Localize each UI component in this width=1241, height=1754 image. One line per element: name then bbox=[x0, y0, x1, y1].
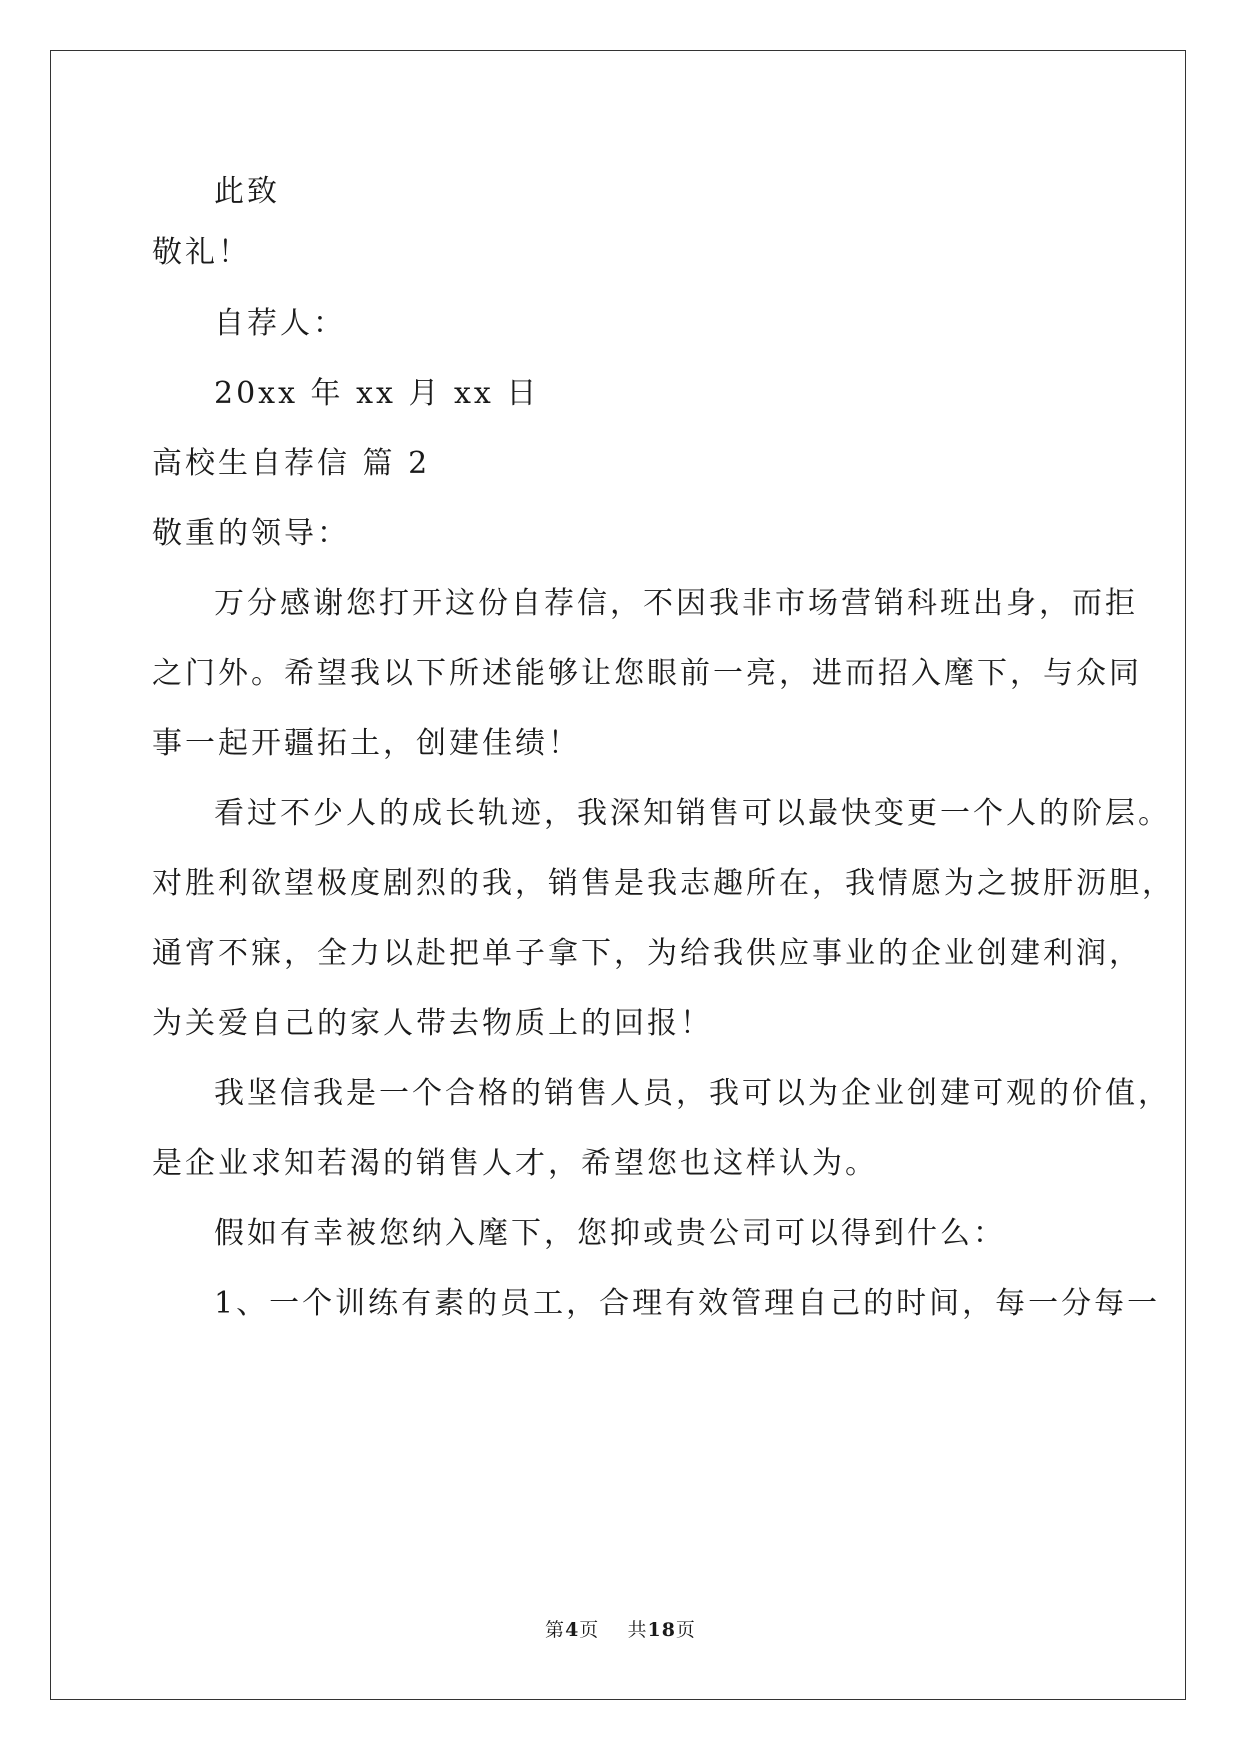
paragraph-line: 对胜利欲望极度剧烈的我，销售是我志趣所在，我情愿为之披肝沥胆， bbox=[152, 866, 1175, 901]
paragraph-line: 是企业求知若渴的销售人才，希望您也这样认为。 bbox=[152, 1146, 878, 1181]
total-pages-number: 18 bbox=[647, 1619, 676, 1641]
paragraph-line: 我坚信我是一个合格的销售人员，我可以为企业创建可观的价值， bbox=[214, 1076, 1171, 1111]
footer-mid: 页 共 bbox=[579, 1619, 648, 1641]
footer-prefix: 第 bbox=[545, 1619, 566, 1641]
paragraph-line: 看过不少人的成长轨迹，我深知销售可以最快变更一个人的阶层。 bbox=[214, 796, 1171, 831]
footer-suffix: 页 bbox=[675, 1619, 696, 1641]
closing-salutation: 此致 bbox=[214, 174, 280, 209]
paragraph-line: 1、一个训练有素的员工，合理有效管理自己的时间，每一分每一 bbox=[214, 1286, 1161, 1321]
paragraph-line: 之门外。希望我以下所述能够让您眼前一亮，进而招入麾下，与众同 bbox=[152, 656, 1142, 691]
signature-label: 自荐人： bbox=[214, 306, 346, 341]
paragraph-line: 万分感谢您打开这份自荐信，不因我非市场营销科班出身，而拒 bbox=[214, 586, 1138, 621]
closing-regards: 敬礼！ bbox=[152, 235, 251, 270]
page-number-footer bbox=[0, 1618, 1241, 1642]
paragraph-line: 通宵不寐，全力以赴把单子拿下，为给我供应事业的企业创建利润， bbox=[152, 936, 1142, 971]
paragraph-line: 为关爱自己的家人带去物质上的回报！ bbox=[152, 1006, 713, 1041]
paragraph-line: 假如有幸被您纳入麾下，您抑或贵公司可以得到什么： bbox=[214, 1216, 1006, 1251]
greeting: 敬重的领导： bbox=[152, 516, 350, 551]
paragraph-line: 事一起开疆拓土，创建佳绩！ bbox=[152, 726, 581, 761]
section-heading: 高校生自荐信 篇 2 bbox=[152, 446, 431, 481]
date-line: 20xx 年 xx 月 xx 日 bbox=[214, 376, 540, 411]
current-page-number: 4 bbox=[565, 1619, 580, 1641]
